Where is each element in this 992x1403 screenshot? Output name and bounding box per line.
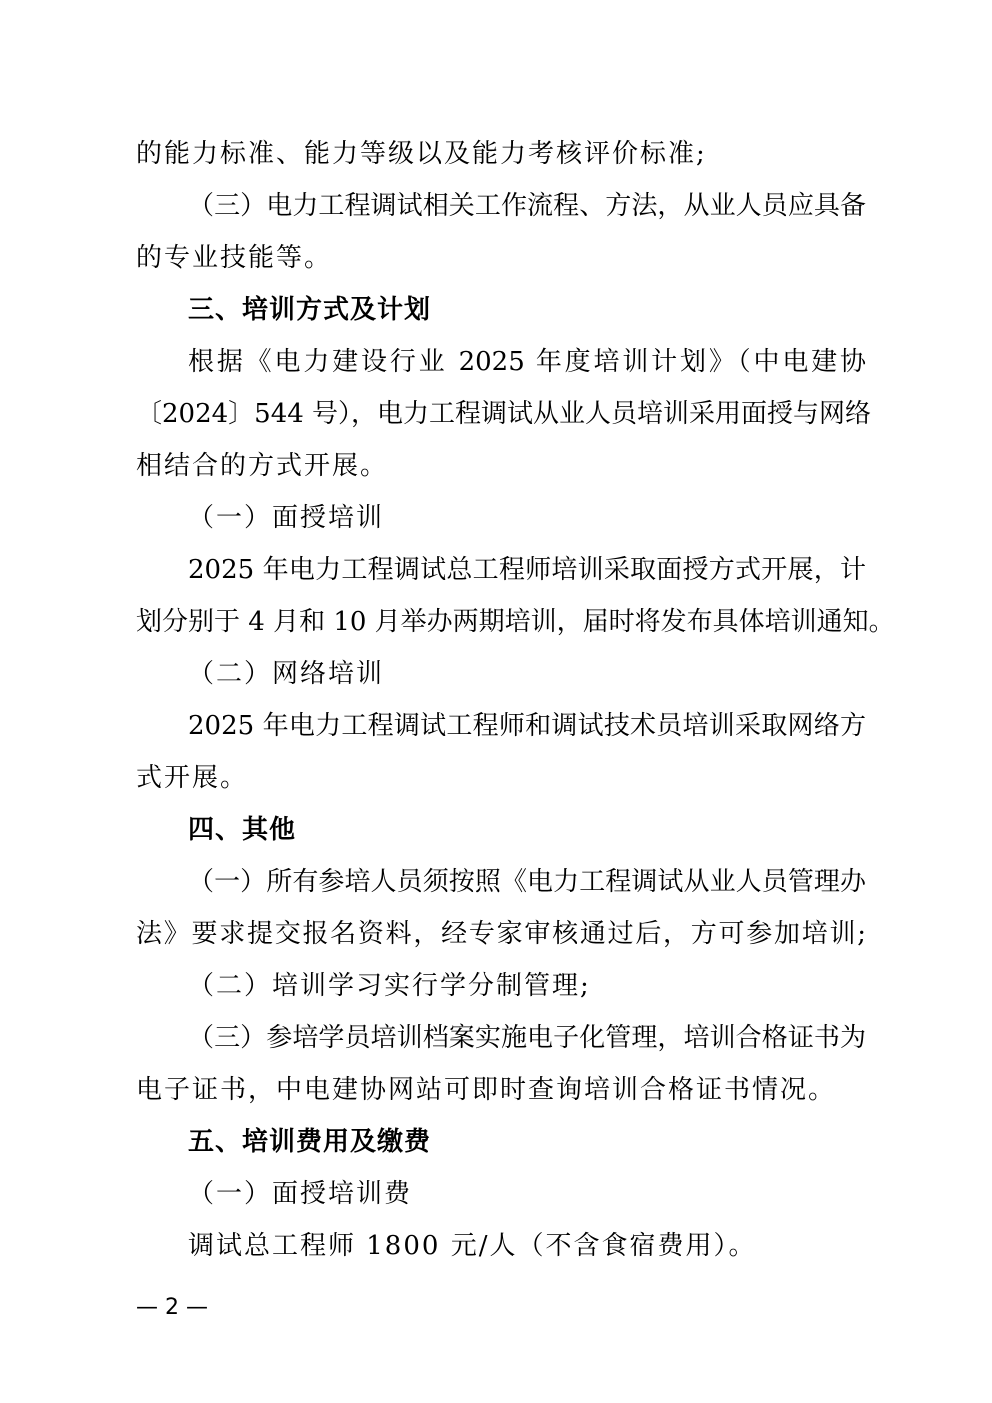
body-text-line: 2025 年电力工程调试工程师和调试技术员培训采取网络方	[188, 711, 866, 741]
body-text-line: 式开展。	[136, 763, 249, 793]
body-text-line: 划分别于 4 月和 10 月举办两期培训，届时将发布具体培训通知。	[136, 607, 895, 637]
section-heading-3: 三、培训方式及计划	[188, 295, 432, 325]
body-text-line: （二）培训学习实行学分制管理;	[188, 971, 591, 1001]
section-heading-4: 四、其他	[188, 815, 297, 845]
body-text-line: 调试总工程师 1800 元/人（不含食宿费用）。	[188, 1231, 757, 1261]
body-text-line: 2025 年电力工程调试总工程师培训采取面授方式开展，计	[188, 555, 866, 585]
page-number: — 2 —	[136, 1295, 208, 1320]
body-text-line: （三）电力工程调试相关工作流程、方法，从业人员应具备	[188, 191, 866, 221]
subsection-heading: （二）网络培训	[188, 659, 385, 689]
body-text-line: 〔2024〕544 号），电力工程调试从业人员培训采用面授与网络	[136, 399, 872, 429]
section-heading-5: 五、培训费用及缴费	[188, 1127, 432, 1157]
subsection-heading: （一）面授培训	[188, 503, 385, 533]
body-text-line: 的能力标准、能力等级以及能力考核评价标准;	[136, 139, 707, 169]
body-text-line: 电子证书，中电建协网站可即时查询培训合格证书情况。	[136, 1075, 837, 1105]
body-text-line: 的专业技能等。	[136, 243, 333, 273]
body-text-line: （一）所有参培人员须按照《电力工程调试从业人员管理办	[188, 867, 866, 897]
body-text-line: 法》要求提交报名资料，经专家审核通过后，方可参加培训;	[136, 919, 866, 949]
body-text-line: 相结合的方式开展。	[136, 451, 389, 481]
body-text-line: 根据《电力建设行业 2025 年度培训计划》（中电建协	[188, 347, 866, 377]
subsection-heading: （一）面授培训费	[188, 1179, 413, 1209]
body-text-line: （三）参培学员培训档案实施电子化管理，培训合格证书为	[188, 1023, 866, 1053]
